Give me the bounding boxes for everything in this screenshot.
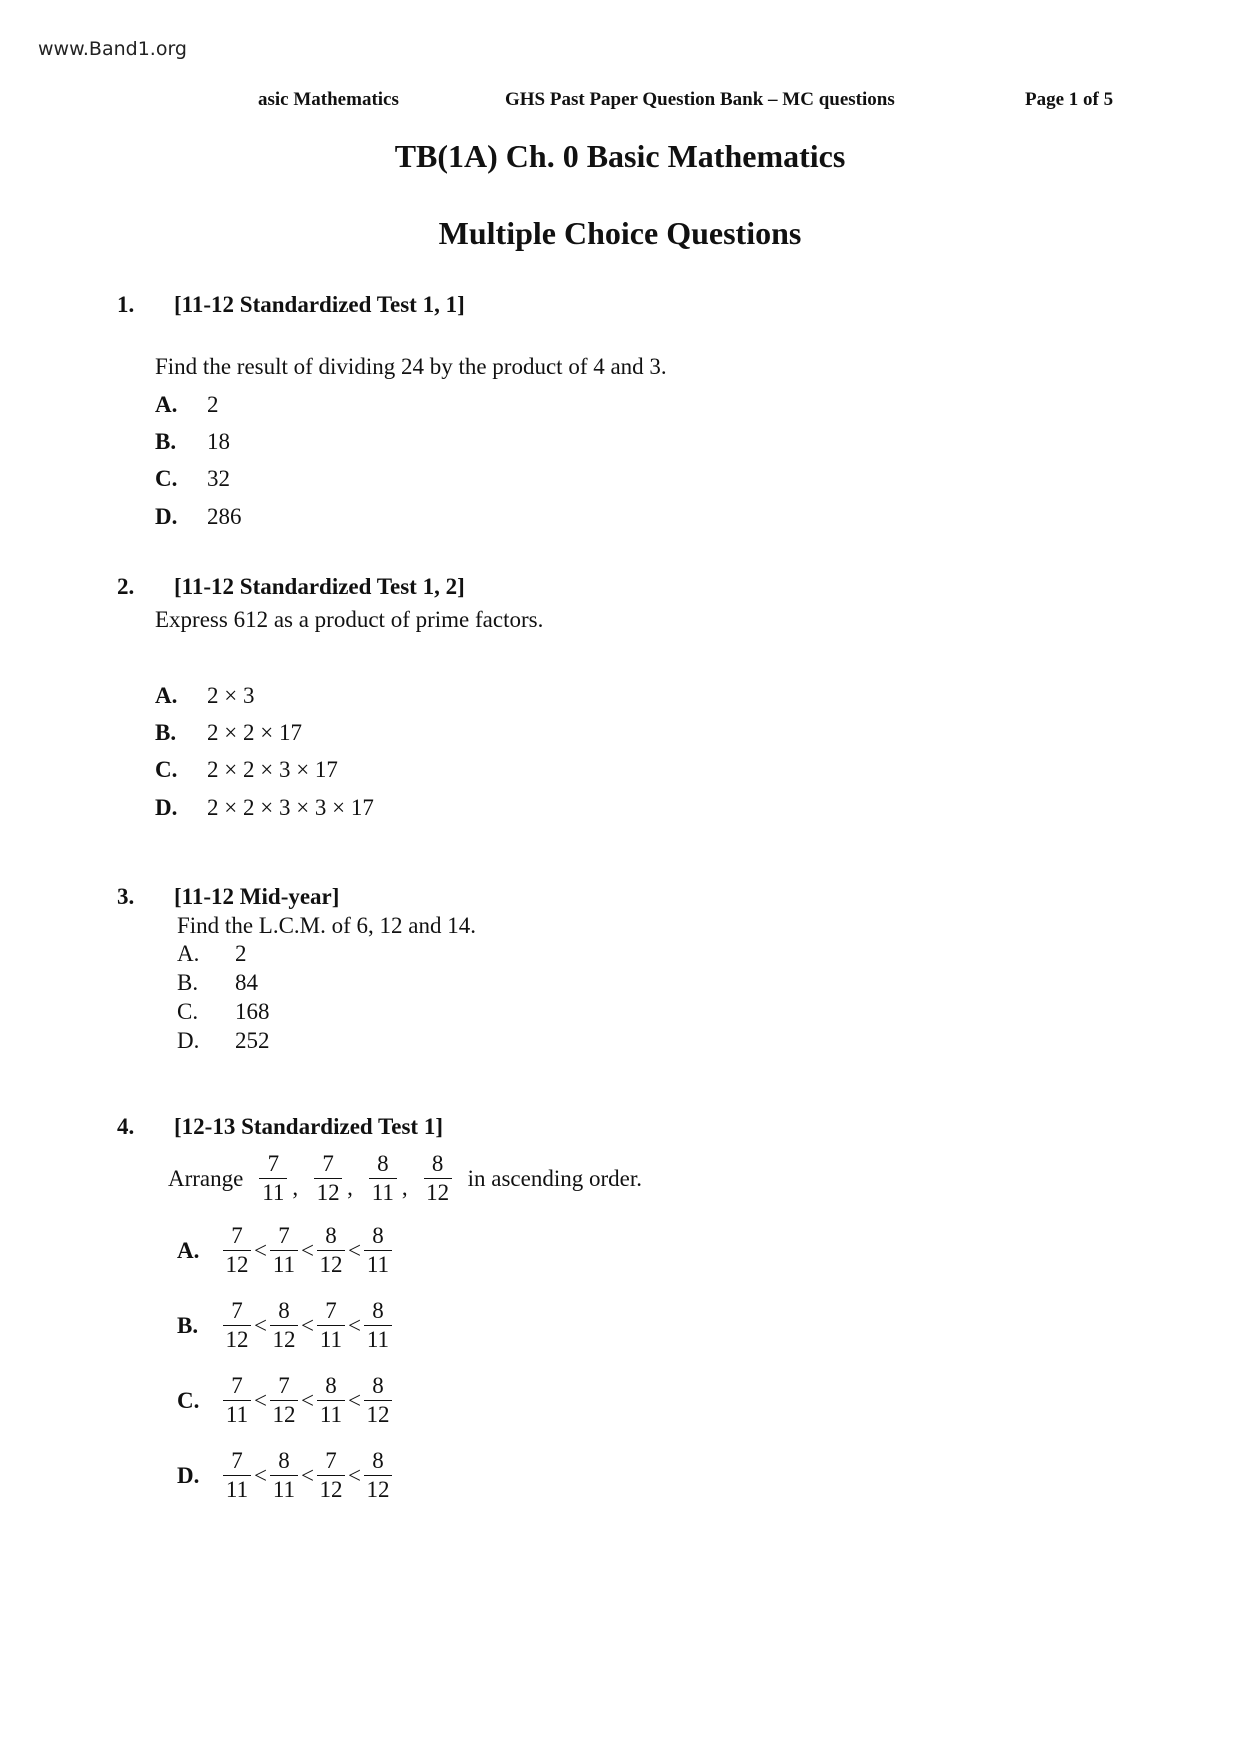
numerator: 7	[278, 1373, 290, 1398]
option-c	[177, 999, 270, 1025]
less-than-sign: <	[347, 1387, 361, 1413]
comma: ,	[292, 1174, 299, 1200]
less-than-sign: <	[300, 1462, 314, 1488]
numerator: 7	[231, 1223, 243, 1248]
question-text	[168, 1152, 642, 1205]
option-a	[155, 683, 254, 709]
option-value: 2 × 2 × 3 × 17	[207, 757, 338, 782]
question-text: Express 612 as a product of prime factors.	[155, 607, 544, 632]
numerator: 7	[267, 1151, 280, 1176]
fraction	[364, 1449, 392, 1502]
fraction-bar	[317, 1250, 345, 1251]
numerator: 8	[377, 1151, 389, 1176]
option-b	[155, 720, 302, 746]
option-value: 2 × 3	[207, 683, 255, 708]
less-than-sign: <	[347, 1312, 361, 1338]
fraction	[317, 1224, 345, 1277]
fraction-chain	[221, 1449, 394, 1502]
less-than-sign: <	[300, 1387, 314, 1413]
option-value: 84	[235, 970, 258, 995]
option-value: 252	[235, 1028, 270, 1053]
less-than-sign: <	[347, 1462, 361, 1488]
option-c	[155, 757, 338, 783]
less-than-sign: <	[300, 1312, 314, 1338]
fraction-chain	[221, 1224, 394, 1277]
option-value: 2 × 2 × 3 × 3 × 17	[207, 795, 374, 820]
fraction-bar	[364, 1400, 392, 1401]
option-d	[177, 1028, 270, 1054]
option-d	[177, 1449, 394, 1502]
fraction	[424, 1152, 452, 1205]
numerator: 8	[372, 1373, 384, 1398]
denominator: 12	[319, 1477, 343, 1502]
fraction	[317, 1449, 345, 1502]
denominator: 12	[319, 1252, 343, 1277]
denominator: 11	[319, 1327, 343, 1352]
option-letter: D.	[155, 795, 178, 820]
question-source: [12-13 Standardized Test 1]	[174, 1114, 443, 1139]
numerator: 8	[372, 1448, 384, 1473]
fraction	[270, 1374, 298, 1427]
question-text: Find the result of dividing 24 by the product of 4 and 3.	[155, 354, 667, 379]
fraction-bar	[270, 1400, 298, 1401]
denominator: 11	[272, 1477, 296, 1502]
fraction-bar	[223, 1325, 251, 1326]
option-d	[155, 795, 374, 821]
fraction-bar	[270, 1325, 298, 1326]
fraction-list	[257, 1152, 453, 1205]
fraction	[317, 1374, 345, 1427]
numerator: 8	[372, 1298, 384, 1323]
denominator: 12	[366, 1402, 390, 1427]
fraction-bar	[270, 1475, 298, 1476]
watermark: www.Band1.org	[38, 38, 187, 60]
numerator: 7	[231, 1298, 243, 1323]
option-value: 2	[207, 392, 219, 417]
denominator: 11	[225, 1402, 249, 1427]
fraction-bar	[223, 1475, 251, 1476]
option-letter: B.	[177, 970, 199, 995]
denominator: 11	[366, 1252, 390, 1277]
option-a	[155, 392, 219, 418]
denominator: 12	[272, 1402, 296, 1427]
option-letter: B.	[155, 720, 177, 745]
numerator: 8	[372, 1223, 384, 1248]
numerator: 7	[231, 1448, 243, 1473]
question-number: 1.	[117, 292, 135, 317]
option-letter: A.	[177, 1237, 200, 1263]
header-page-number: Page 1 of 5	[1025, 89, 1114, 110]
fraction-bar	[424, 1178, 452, 1179]
numerator: 7	[322, 1151, 334, 1176]
fraction	[369, 1152, 397, 1205]
option-letter: C.	[155, 466, 178, 491]
option-value: 32	[207, 466, 230, 491]
denominator: 12	[272, 1327, 296, 1352]
less-than-sign: <	[254, 1387, 267, 1413]
option-b	[155, 429, 230, 455]
fraction	[364, 1374, 392, 1427]
question-number: 2.	[117, 574, 135, 599]
fraction-bar	[223, 1250, 251, 1251]
option-letter: A.	[155, 392, 178, 417]
numerator: 7	[231, 1373, 243, 1398]
numerator: 8	[278, 1298, 290, 1323]
fraction-bar	[317, 1475, 345, 1476]
question-number: 4.	[117, 1114, 135, 1139]
option-letter: D.	[177, 1028, 200, 1053]
fraction-bar	[364, 1475, 392, 1476]
denominator: 11	[262, 1180, 285, 1205]
denominator: 11	[371, 1180, 394, 1205]
question-number: 3.	[117, 884, 135, 909]
option-letter: A.	[177, 941, 200, 966]
option-a	[177, 1224, 394, 1277]
question-text: Find the L.C.M. of 6, 12 and 14.	[177, 913, 476, 938]
fraction	[364, 1299, 392, 1352]
question-source: [11-12 Mid-year]	[174, 884, 340, 909]
page-subtitle: Multiple Choice Questions	[438, 215, 802, 251]
fraction-chain	[221, 1299, 394, 1352]
fraction-chain	[221, 1374, 394, 1427]
option-c	[155, 466, 230, 492]
question-source: [11-12 Standardized Test 1, 1]	[174, 292, 465, 317]
option-value: 2 × 2 × 17	[207, 720, 302, 745]
denominator: 11	[366, 1327, 390, 1352]
less-than-sign: <	[347, 1237, 361, 1263]
fraction-bar	[317, 1325, 345, 1326]
denominator: 11	[272, 1252, 296, 1277]
fraction-bar	[314, 1178, 342, 1179]
option-b	[177, 1299, 394, 1352]
fraction-bar	[317, 1400, 345, 1401]
fraction-bar	[364, 1250, 392, 1251]
fraction	[223, 1299, 251, 1352]
numerator: 8	[325, 1223, 337, 1248]
question-text-before: Arrange	[168, 1165, 244, 1191]
page-title: TB(1A) Ch. 0 Basic Mathematics	[394, 138, 846, 174]
less-than-sign: <	[254, 1462, 267, 1488]
fraction-bar	[369, 1178, 397, 1179]
header-center: GHS Past Paper Question Bank – MC questions	[505, 89, 895, 110]
option-value: 286	[207, 504, 242, 529]
fraction-bar	[364, 1325, 392, 1326]
option-letter: A.	[155, 683, 178, 708]
option-b	[177, 970, 258, 996]
header-left: asic Mathematics	[258, 89, 399, 110]
option-value: 2	[235, 941, 247, 966]
option-c	[177, 1374, 394, 1427]
numerator: 8	[325, 1373, 337, 1398]
less-than-sign: <	[300, 1237, 314, 1263]
less-than-sign: <	[254, 1312, 267, 1338]
fraction	[314, 1152, 342, 1205]
option-letter: C.	[177, 999, 199, 1024]
option-letter: D.	[177, 1462, 200, 1488]
fraction	[223, 1224, 251, 1277]
denominator: 12	[225, 1327, 249, 1352]
fraction	[317, 1299, 345, 1352]
fraction	[270, 1449, 298, 1502]
fraction-bar	[223, 1400, 251, 1401]
denominator: 11	[225, 1477, 249, 1502]
option-letter: B.	[155, 429, 177, 454]
denominator: 12	[225, 1252, 249, 1277]
fraction	[270, 1224, 298, 1277]
question-text-after: in ascending order.	[467, 1165, 642, 1191]
denominator: 12	[426, 1180, 450, 1205]
fraction-bar	[270, 1250, 298, 1251]
option-a	[177, 941, 247, 967]
fraction	[223, 1374, 251, 1427]
numerator: 8	[278, 1448, 290, 1473]
comma: ,	[401, 1174, 408, 1200]
question-source: [11-12 Standardized Test 1, 2]	[174, 574, 465, 599]
fraction	[259, 1152, 287, 1205]
option-letter: B.	[177, 1312, 199, 1338]
comma: ,	[347, 1174, 353, 1200]
option-letter: D.	[155, 504, 178, 529]
fraction-bar	[259, 1178, 287, 1179]
numerator: 7	[325, 1448, 337, 1473]
denominator: 12	[366, 1477, 390, 1502]
option-letter: C.	[155, 757, 178, 782]
numerator: 7	[278, 1223, 290, 1248]
denominator: 12	[316, 1180, 340, 1205]
numerator: 8	[431, 1151, 444, 1176]
fraction	[270, 1299, 298, 1352]
numerator: 7	[325, 1298, 337, 1323]
fraction	[223, 1449, 251, 1502]
fraction	[364, 1224, 392, 1277]
option-value: 18	[207, 429, 230, 454]
option-letter: C.	[177, 1387, 200, 1413]
option-d	[155, 504, 242, 530]
less-than-sign: <	[254, 1237, 267, 1263]
denominator: 11	[319, 1402, 343, 1427]
option-value: 168	[235, 999, 270, 1024]
